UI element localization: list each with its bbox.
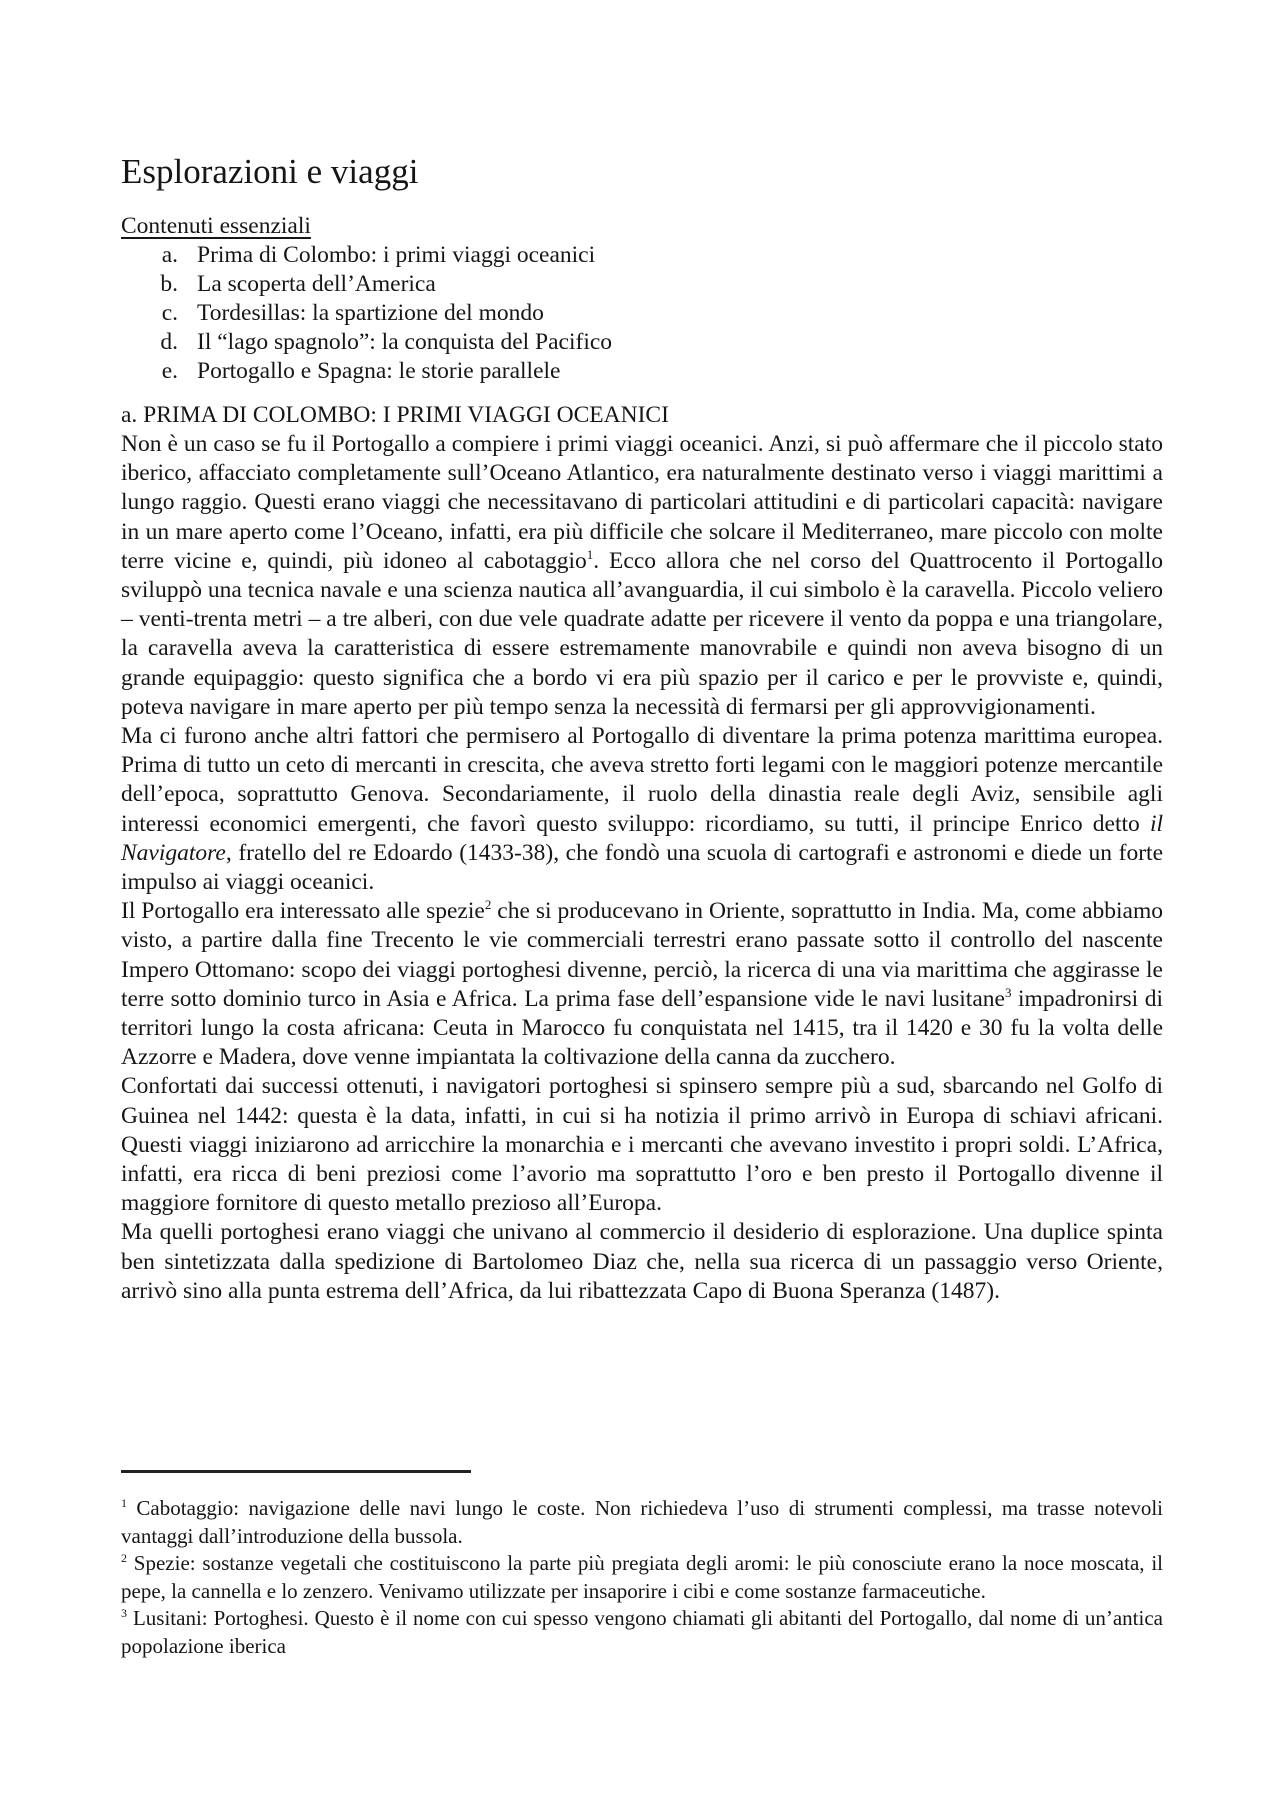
contents-item-text: Portogallo e Spagna: le storie parallele xyxy=(197,358,561,384)
footnote-number: 1 xyxy=(121,1496,127,1510)
contents-item-text: Il “lago spagnolo”: la conquista del Pacifico xyxy=(197,329,613,355)
contents-item xyxy=(121,357,1163,386)
paragraph-text: impadronirsi di territori lungo la costa africana: Ceuta in Marocco fu conquistata nel 1415, tra il 1420 e 30 fu la volta delle Azzorre e Madera, dove venne impiantata la coltivazione della canna da zucchero. xyxy=(121,985,1163,1071)
emphasis-text: il Navigatore xyxy=(121,810,1163,866)
contents-item-letter: a. xyxy=(161,242,178,268)
footnote-ref: 1 xyxy=(586,546,594,562)
contents-item xyxy=(121,270,1163,299)
section-body xyxy=(121,430,1163,1306)
contents-item xyxy=(121,328,1163,357)
contents-item xyxy=(121,241,1163,270)
contents-list xyxy=(121,241,1163,386)
footnote xyxy=(121,1550,1163,1605)
paragraph xyxy=(121,897,1163,1072)
paragraph-text: Non è un caso se fu il Portogallo a compiere i primi viaggi oceanici. Anzi, si può affermare che il piccolo stato iberico, affacciato completamente sull’Oceano Atlantico, era naturalmente destinato verso i viaggi marittimi a lungo raggio. Questi erano viaggi che necessitavano di particolari attitudini e di particolari capacità: navigare in un mare aperto come l’Oceano, infatti, era più difficile che solcare il Mediterraneo, mare piccolo con molte terre vicine e, quindi, più idoneo al cabotaggio xyxy=(121,431,1163,574)
contents-item xyxy=(121,299,1163,328)
paragraph: Ma quelli portoghesi erano viaggi che univano al commercio il desiderio di esplorazione. Una duplice spinta ben sintetizzata dalla spedizione di Bartolomeo Diaz che, nella sua ricerca di un passaggio verso Oriente, arrivò sino alla punta estrema dell’Africa, da lui ribattezzata Capo di Buona Speranza (1487). xyxy=(121,1219,1163,1304)
contents-item-text: Tordesillas: la spartizione del mondo xyxy=(197,300,544,326)
paragraph: Confortati dai successi ottenuti, i navigatori portoghesi si spinsero sempre più a sud, sbarcando nel Golfo di Guinea nel 1442: questa è la data, infatti, in cui si ha notizia il primo arrivò in Europa di schiavi africani. Questi viaggi iniziarono ad arricchire la monarchia e i mercanti che avevano investito i propri soldi. L’Africa, infatti, era ricca di beni preziosi come l’avorio ma soprattutto l’oro e ben presto il Portogallo divenne il maggiore fornitore di questo metallo prezioso all’Europa. xyxy=(121,1073,1163,1217)
footnote-ref: 2 xyxy=(484,897,492,913)
contents-label: Contenuti essenziali xyxy=(121,213,311,239)
footnote xyxy=(121,1495,1163,1550)
footnote-ref: 3 xyxy=(1004,984,1012,1000)
footnote-text: Lusitani: Portoghesi. Questo è il nome con cui spesso vengono chiamati gli abitanti del Portogallo, dal nome di un’antica popolazione iberica xyxy=(121,1606,1163,1658)
footnote-number: 3 xyxy=(121,1606,127,1620)
paragraph-text: . Ecco allora che nel corso del Quattrocento il Portogallo sviluppò una tecnica navale e una scienza nautica all’avanguardia, il cui simbolo è la caravella. Piccolo veliero – venti-trenta metri – a tre alberi, con due vele quadrate adatte per ricevere il vento da poppa e una triangolare, la caravella aveva la caratteristica di essere estremamente manovrabile e quindi non aveva bisogno di un grande equipaggio: questo significa che a bordo vi era più spazio per il carico e per le provviste e, quindi, poteva navigare in mare aperto per più tempo senza la necessità di fermarsi per gli approvvigionamenti. xyxy=(121,547,1163,720)
paragraph-text: , fratello del re Edoardo (1433-38), che fondò una scuola di cartografi e astronomi e diede un forte impulso ai viaggi oceanici. xyxy=(121,839,1163,896)
contents-item-text: La scoperta dell’America xyxy=(197,271,436,297)
paragraph-text: Ma ci furono anche altri fattori che permisero al Portogallo di diventare la prima potenza marittima europea. Prima di tutto un ceto di mercanti in crescita, che aveva stretto forti legami con le maggiori potenze mercantile dell’epoca, soprattutto Genova. Secondariamente, il ruolo della dinastia reale degli Aviz, sensibile agli interessi economici emergenti, che favorì questo sviluppo: ricordiamo, su tutti, il principe Enrico detto xyxy=(121,723,1163,837)
section-heading: a. PRIMA DI COLOMBO: I PRIMI VIAGGI OCEANICI xyxy=(121,402,669,428)
paragraph xyxy=(121,430,1163,722)
footnote-text: Spezie: sostanze vegetali che costituiscono la parte più pregiata degli aromi: le più conosciute erano la noce moscata, il pepe, la cannella e lo zenzero. Venivamo utilizzate per insaporire i cibi e come sostanze farmaceutiche. xyxy=(121,1551,1163,1603)
paragraph-text: che si producevano in Oriente, soprattutto in India. Ma, come abbiamo visto, a partire dalla fine Trecento le vie commerciali terrestri erano passate sotto il controllo del nascente Impero Ottomano: scopo dei viaggi portoghesi divenne, perciò, la ricerca di una via marittima che aggirasse le terre sotto dominio turco in Asia e Africa. La prima fase dell’espansione vide le navi lusitane xyxy=(121,898,1163,1012)
paragraph-text: Il Portogallo era interessato alle spezie xyxy=(121,898,485,925)
footnote-text: Cabotaggio: navigazione delle navi lungo le coste. Non richiedeva l’uso di strumenti complessi, ma trasse notevoli vantaggi dall’introduzione della bussola. xyxy=(121,1496,1163,1548)
contents-item-letter: e. xyxy=(161,358,178,384)
contents-item-letter: c. xyxy=(161,300,178,326)
contents-item-text: Prima di Colombo: i primi viaggi oceanici xyxy=(197,242,596,268)
paragraph xyxy=(121,722,1163,897)
page-title: Esplorazioni e viaggi xyxy=(121,152,419,191)
document-page xyxy=(121,150,1163,1306)
footnote-separator xyxy=(121,1470,471,1473)
footnote-number: 2 xyxy=(121,1551,127,1565)
footnote xyxy=(121,1605,1163,1660)
footnotes xyxy=(121,1495,1163,1660)
contents-item-letter: b. xyxy=(160,271,178,297)
contents-item-letter: d. xyxy=(160,329,178,355)
